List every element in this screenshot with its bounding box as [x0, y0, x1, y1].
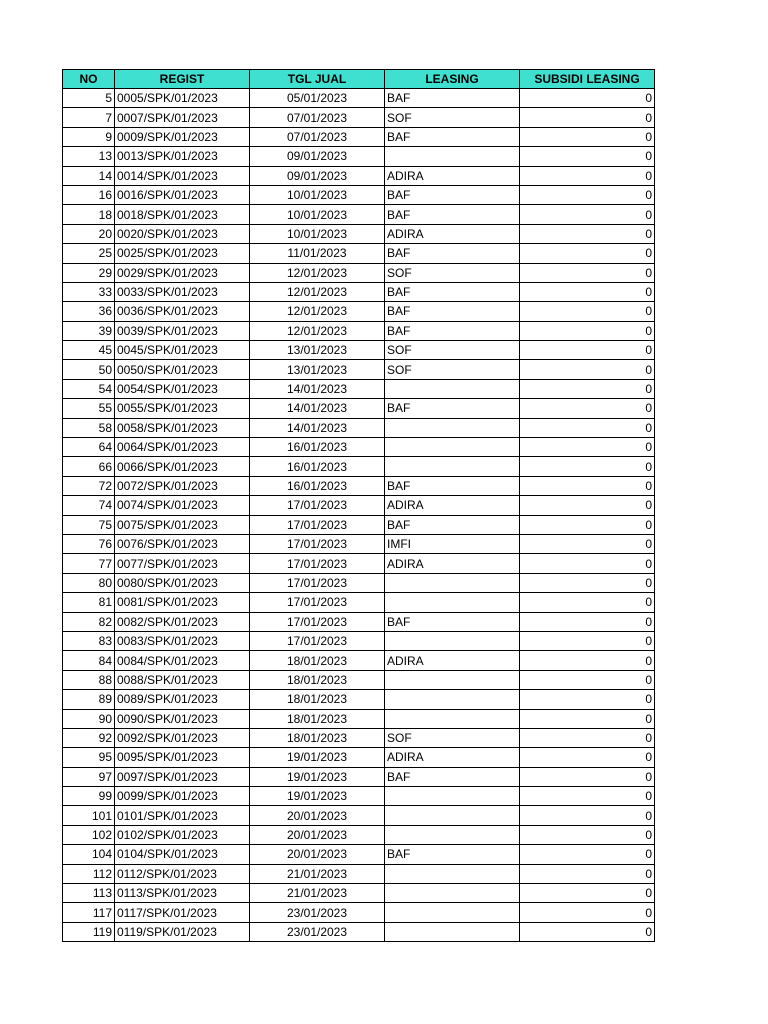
cell-subsidi-leasing: 0 — [520, 709, 655, 728]
cell-regist: 0112/SPK/01/2023 — [115, 864, 250, 883]
cell-regist: 0092/SPK/01/2023 — [115, 728, 250, 747]
cell-tgl-jual: 18/01/2023 — [250, 651, 385, 670]
cell-tgl-jual: 16/01/2023 — [250, 457, 385, 476]
cell-regist: 0055/SPK/01/2023 — [115, 399, 250, 418]
cell-regist: 0095/SPK/01/2023 — [115, 748, 250, 767]
cell-tgl-jual: 17/01/2023 — [250, 496, 385, 515]
cell-no: 25 — [63, 244, 115, 263]
cell-leasing: ADIRA — [385, 748, 520, 767]
cell-no: 45 — [63, 341, 115, 360]
cell-regist: 0084/SPK/01/2023 — [115, 651, 250, 670]
cell-leasing — [385, 670, 520, 689]
table-row — [63, 282, 655, 301]
cell-subsidi-leasing: 0 — [520, 166, 655, 185]
cell-leasing: BAF — [385, 845, 520, 864]
cell-subsidi-leasing: 0 — [520, 282, 655, 301]
cell-tgl-jual: 17/01/2023 — [250, 515, 385, 534]
header-regist: REGIST — [115, 70, 250, 89]
cell-regist: 0072/SPK/01/2023 — [115, 476, 250, 495]
cell-leasing — [385, 631, 520, 650]
table-row — [63, 767, 655, 786]
cell-regist: 0033/SPK/01/2023 — [115, 282, 250, 301]
cell-no: 88 — [63, 670, 115, 689]
cell-no: 77 — [63, 554, 115, 573]
table-row — [63, 806, 655, 825]
cell-regist: 0018/SPK/01/2023 — [115, 205, 250, 224]
table-row — [63, 457, 655, 476]
cell-leasing: BAF — [385, 321, 520, 340]
table-body — [63, 89, 655, 942]
cell-tgl-jual: 14/01/2023 — [250, 379, 385, 398]
cell-no: 7 — [63, 108, 115, 127]
cell-no: 102 — [63, 825, 115, 844]
table-row — [63, 690, 655, 709]
cell-subsidi-leasing: 0 — [520, 651, 655, 670]
cell-regist: 0045/SPK/01/2023 — [115, 341, 250, 360]
cell-regist: 0117/SPK/01/2023 — [115, 903, 250, 922]
cell-leasing: SOF — [385, 341, 520, 360]
cell-subsidi-leasing: 0 — [520, 554, 655, 573]
cell-tgl-jual: 17/01/2023 — [250, 593, 385, 612]
table-row — [63, 224, 655, 243]
cell-subsidi-leasing: 0 — [520, 147, 655, 166]
cell-leasing: BAF — [385, 399, 520, 418]
cell-regist: 0007/SPK/01/2023 — [115, 108, 250, 127]
cell-no: 74 — [63, 496, 115, 515]
cell-tgl-jual: 17/01/2023 — [250, 534, 385, 553]
cell-regist: 0050/SPK/01/2023 — [115, 360, 250, 379]
table-row — [63, 825, 655, 844]
cell-leasing: ADIRA — [385, 496, 520, 515]
table-row — [63, 884, 655, 903]
cell-tgl-jual: 14/01/2023 — [250, 399, 385, 418]
cell-tgl-jual: 17/01/2023 — [250, 573, 385, 592]
cell-regist: 0039/SPK/01/2023 — [115, 321, 250, 340]
table-row — [63, 418, 655, 437]
cell-subsidi-leasing: 0 — [520, 573, 655, 592]
table-row — [63, 515, 655, 534]
cell-subsidi-leasing: 0 — [520, 864, 655, 883]
table-row — [63, 554, 655, 573]
cell-subsidi-leasing: 0 — [520, 787, 655, 806]
header-leasing: LEASING — [385, 70, 520, 89]
table-row — [63, 728, 655, 747]
cell-no: 29 — [63, 263, 115, 282]
cell-no: 95 — [63, 748, 115, 767]
cell-subsidi-leasing: 0 — [520, 806, 655, 825]
cell-regist: 0077/SPK/01/2023 — [115, 554, 250, 573]
cell-no: 76 — [63, 534, 115, 553]
cell-leasing: BAF — [385, 185, 520, 204]
cell-subsidi-leasing: 0 — [520, 89, 655, 108]
cell-subsidi-leasing: 0 — [520, 690, 655, 709]
cell-regist: 0013/SPK/01/2023 — [115, 147, 250, 166]
cell-regist: 0097/SPK/01/2023 — [115, 767, 250, 786]
cell-tgl-jual: 18/01/2023 — [250, 709, 385, 728]
cell-regist: 0083/SPK/01/2023 — [115, 631, 250, 650]
table-row — [63, 593, 655, 612]
cell-no: 101 — [63, 806, 115, 825]
cell-regist: 0099/SPK/01/2023 — [115, 787, 250, 806]
cell-leasing — [385, 903, 520, 922]
cell-subsidi-leasing: 0 — [520, 399, 655, 418]
cell-subsidi-leasing: 0 — [520, 884, 655, 903]
table-row — [63, 302, 655, 321]
cell-subsidi-leasing: 0 — [520, 379, 655, 398]
table-row — [63, 166, 655, 185]
cell-leasing: SOF — [385, 263, 520, 282]
cell-subsidi-leasing: 0 — [520, 263, 655, 282]
header-tgl-jual: TGL JUAL — [250, 70, 385, 89]
cell-tgl-jual: 07/01/2023 — [250, 127, 385, 146]
cell-leasing — [385, 709, 520, 728]
header-no: NO — [63, 70, 115, 89]
table-row — [63, 573, 655, 592]
cell-no: 92 — [63, 728, 115, 747]
cell-leasing: ADIRA — [385, 651, 520, 670]
table-row — [63, 864, 655, 883]
cell-regist: 0101/SPK/01/2023 — [115, 806, 250, 825]
cell-subsidi-leasing: 0 — [520, 205, 655, 224]
cell-no: 36 — [63, 302, 115, 321]
cell-regist: 0005/SPK/01/2023 — [115, 89, 250, 108]
cell-leasing: BAF — [385, 515, 520, 534]
table-row — [63, 341, 655, 360]
table-row — [63, 903, 655, 922]
cell-tgl-jual: 10/01/2023 — [250, 185, 385, 204]
cell-no: 18 — [63, 205, 115, 224]
cell-leasing: BAF — [385, 89, 520, 108]
cell-no: 55 — [63, 399, 115, 418]
cell-regist: 0036/SPK/01/2023 — [115, 302, 250, 321]
table-row — [63, 147, 655, 166]
cell-regist: 0081/SPK/01/2023 — [115, 593, 250, 612]
cell-no: 20 — [63, 224, 115, 243]
cell-no: 66 — [63, 457, 115, 476]
cell-regist: 0074/SPK/01/2023 — [115, 496, 250, 515]
cell-no: 83 — [63, 631, 115, 650]
cell-tgl-jual: 17/01/2023 — [250, 554, 385, 573]
cell-no: 117 — [63, 903, 115, 922]
cell-regist: 0020/SPK/01/2023 — [115, 224, 250, 243]
cell-leasing — [385, 864, 520, 883]
cell-subsidi-leasing: 0 — [520, 224, 655, 243]
cell-leasing: BAF — [385, 302, 520, 321]
cell-regist: 0088/SPK/01/2023 — [115, 670, 250, 689]
table-row — [63, 244, 655, 263]
cell-regist: 0009/SPK/01/2023 — [115, 127, 250, 146]
table-row — [63, 709, 655, 728]
cell-subsidi-leasing: 0 — [520, 185, 655, 204]
cell-tgl-jual: 13/01/2023 — [250, 341, 385, 360]
cell-leasing — [385, 787, 520, 806]
table-row — [63, 263, 655, 282]
cell-regist: 0089/SPK/01/2023 — [115, 690, 250, 709]
cell-regist: 0113/SPK/01/2023 — [115, 884, 250, 903]
cell-leasing: ADIRA — [385, 554, 520, 573]
cell-no: 33 — [63, 282, 115, 301]
cell-subsidi-leasing: 0 — [520, 476, 655, 495]
cell-tgl-jual: 16/01/2023 — [250, 476, 385, 495]
header-subsidi-leasing: SUBSIDI LEASING — [520, 70, 655, 89]
cell-subsidi-leasing: 0 — [520, 825, 655, 844]
cell-no: 104 — [63, 845, 115, 864]
cell-leasing: BAF — [385, 282, 520, 301]
cell-leasing — [385, 825, 520, 844]
cell-regist: 0054/SPK/01/2023 — [115, 379, 250, 398]
cell-leasing: BAF — [385, 127, 520, 146]
cell-leasing: ADIRA — [385, 166, 520, 185]
cell-subsidi-leasing: 0 — [520, 903, 655, 922]
cell-no: 64 — [63, 438, 115, 457]
cell-subsidi-leasing: 0 — [520, 302, 655, 321]
cell-subsidi-leasing: 0 — [520, 534, 655, 553]
cell-tgl-jual: 09/01/2023 — [250, 147, 385, 166]
cell-no: 14 — [63, 166, 115, 185]
cell-leasing — [385, 690, 520, 709]
cell-no: 119 — [63, 922, 115, 941]
table-row — [63, 631, 655, 650]
cell-no: 75 — [63, 515, 115, 534]
table-row — [63, 321, 655, 340]
cell-leasing — [385, 806, 520, 825]
cell-tgl-jual: 23/01/2023 — [250, 922, 385, 941]
cell-tgl-jual: 09/01/2023 — [250, 166, 385, 185]
cell-leasing — [385, 884, 520, 903]
cell-subsidi-leasing: 0 — [520, 767, 655, 786]
cell-leasing: BAF — [385, 476, 520, 495]
cell-no: 50 — [63, 360, 115, 379]
cell-no: 84 — [63, 651, 115, 670]
cell-tgl-jual: 19/01/2023 — [250, 767, 385, 786]
table-row — [63, 651, 655, 670]
cell-subsidi-leasing: 0 — [520, 244, 655, 263]
cell-no: 81 — [63, 593, 115, 612]
cell-subsidi-leasing: 0 — [520, 748, 655, 767]
cell-regist: 0119/SPK/01/2023 — [115, 922, 250, 941]
cell-tgl-jual: 19/01/2023 — [250, 787, 385, 806]
cell-tgl-jual: 16/01/2023 — [250, 438, 385, 457]
cell-tgl-jual: 19/01/2023 — [250, 748, 385, 767]
cell-regist: 0016/SPK/01/2023 — [115, 185, 250, 204]
cell-subsidi-leasing: 0 — [520, 457, 655, 476]
table-header — [63, 70, 655, 89]
cell-leasing: SOF — [385, 108, 520, 127]
table-row — [63, 108, 655, 127]
cell-tgl-jual: 17/01/2023 — [250, 631, 385, 650]
cell-regist: 0014/SPK/01/2023 — [115, 166, 250, 185]
cell-no: 112 — [63, 864, 115, 883]
cell-no: 5 — [63, 89, 115, 108]
cell-regist: 0104/SPK/01/2023 — [115, 845, 250, 864]
cell-leasing: BAF — [385, 205, 520, 224]
cell-leasing: ADIRA — [385, 224, 520, 243]
table-row — [63, 922, 655, 941]
cell-leasing: SOF — [385, 728, 520, 747]
cell-tgl-jual: 21/01/2023 — [250, 884, 385, 903]
cell-tgl-jual: 18/01/2023 — [250, 690, 385, 709]
cell-tgl-jual: 23/01/2023 — [250, 903, 385, 922]
cell-subsidi-leasing: 0 — [520, 845, 655, 864]
cell-leasing — [385, 457, 520, 476]
cell-subsidi-leasing: 0 — [520, 612, 655, 631]
cell-tgl-jual: 05/01/2023 — [250, 89, 385, 108]
cell-tgl-jual: 13/01/2023 — [250, 360, 385, 379]
cell-regist: 0076/SPK/01/2023 — [115, 534, 250, 553]
cell-tgl-jual: 12/01/2023 — [250, 282, 385, 301]
table-row — [63, 496, 655, 515]
cell-no: 113 — [63, 884, 115, 903]
cell-tgl-jual: 20/01/2023 — [250, 806, 385, 825]
table-row — [63, 748, 655, 767]
cell-tgl-jual: 11/01/2023 — [250, 244, 385, 263]
cell-leasing: BAF — [385, 767, 520, 786]
cell-leasing: SOF — [385, 360, 520, 379]
cell-tgl-jual: 17/01/2023 — [250, 612, 385, 631]
cell-subsidi-leasing: 0 — [520, 321, 655, 340]
cell-tgl-jual: 07/01/2023 — [250, 108, 385, 127]
table-row — [63, 670, 655, 689]
table-row — [63, 612, 655, 631]
table-row — [63, 438, 655, 457]
table-row — [63, 127, 655, 146]
cell-tgl-jual: 12/01/2023 — [250, 263, 385, 282]
cell-leasing — [385, 418, 520, 437]
cell-subsidi-leasing: 0 — [520, 728, 655, 747]
cell-subsidi-leasing: 0 — [520, 922, 655, 941]
cell-tgl-jual: 18/01/2023 — [250, 728, 385, 747]
table-row — [63, 379, 655, 398]
cell-regist: 0082/SPK/01/2023 — [115, 612, 250, 631]
cell-leasing — [385, 593, 520, 612]
cell-leasing — [385, 573, 520, 592]
cell-regist: 0066/SPK/01/2023 — [115, 457, 250, 476]
header-row — [63, 70, 655, 89]
cell-subsidi-leasing: 0 — [520, 360, 655, 379]
table-row — [63, 205, 655, 224]
cell-no: 97 — [63, 767, 115, 786]
cell-no: 16 — [63, 185, 115, 204]
cell-tgl-jual: 20/01/2023 — [250, 825, 385, 844]
cell-no: 58 — [63, 418, 115, 437]
table-row — [63, 360, 655, 379]
cell-no: 99 — [63, 787, 115, 806]
cell-tgl-jual: 21/01/2023 — [250, 864, 385, 883]
cell-regist: 0102/SPK/01/2023 — [115, 825, 250, 844]
cell-tgl-jual: 12/01/2023 — [250, 302, 385, 321]
cell-leasing: IMFI — [385, 534, 520, 553]
cell-tgl-jual: 18/01/2023 — [250, 670, 385, 689]
cell-no: 82 — [63, 612, 115, 631]
cell-subsidi-leasing: 0 — [520, 127, 655, 146]
cell-tgl-jual: 10/01/2023 — [250, 224, 385, 243]
table-row — [63, 845, 655, 864]
cell-regist: 0058/SPK/01/2023 — [115, 418, 250, 437]
cell-subsidi-leasing: 0 — [520, 438, 655, 457]
cell-no: 90 — [63, 709, 115, 728]
table-row — [63, 399, 655, 418]
cell-leasing: BAF — [385, 244, 520, 263]
cell-leasing — [385, 438, 520, 457]
cell-no: 72 — [63, 476, 115, 495]
cell-no: 54 — [63, 379, 115, 398]
cell-tgl-jual: 14/01/2023 — [250, 418, 385, 437]
cell-regist: 0075/SPK/01/2023 — [115, 515, 250, 534]
cell-regist: 0064/SPK/01/2023 — [115, 438, 250, 457]
cell-regist: 0025/SPK/01/2023 — [115, 244, 250, 263]
table-row — [63, 89, 655, 108]
cell-leasing — [385, 147, 520, 166]
cell-regist: 0029/SPK/01/2023 — [115, 263, 250, 282]
cell-regist: 0080/SPK/01/2023 — [115, 573, 250, 592]
cell-no: 13 — [63, 147, 115, 166]
cell-tgl-jual: 20/01/2023 — [250, 845, 385, 864]
cell-leasing — [385, 379, 520, 398]
cell-subsidi-leasing: 0 — [520, 593, 655, 612]
cell-tgl-jual: 12/01/2023 — [250, 321, 385, 340]
table-row — [63, 476, 655, 495]
cell-subsidi-leasing: 0 — [520, 341, 655, 360]
table-row — [63, 534, 655, 553]
cell-leasing: BAF — [385, 612, 520, 631]
cell-subsidi-leasing: 0 — [520, 418, 655, 437]
table-row — [63, 787, 655, 806]
cell-leasing — [385, 922, 520, 941]
sales-table — [62, 69, 655, 942]
cell-subsidi-leasing: 0 — [520, 631, 655, 650]
cell-regist: 0090/SPK/01/2023 — [115, 709, 250, 728]
cell-subsidi-leasing: 0 — [520, 515, 655, 534]
cell-no: 39 — [63, 321, 115, 340]
cell-tgl-jual: 10/01/2023 — [250, 205, 385, 224]
cell-no: 89 — [63, 690, 115, 709]
table-row — [63, 185, 655, 204]
cell-no: 9 — [63, 127, 115, 146]
cell-no: 80 — [63, 573, 115, 592]
cell-subsidi-leasing: 0 — [520, 670, 655, 689]
cell-subsidi-leasing: 0 — [520, 496, 655, 515]
cell-subsidi-leasing: 0 — [520, 108, 655, 127]
